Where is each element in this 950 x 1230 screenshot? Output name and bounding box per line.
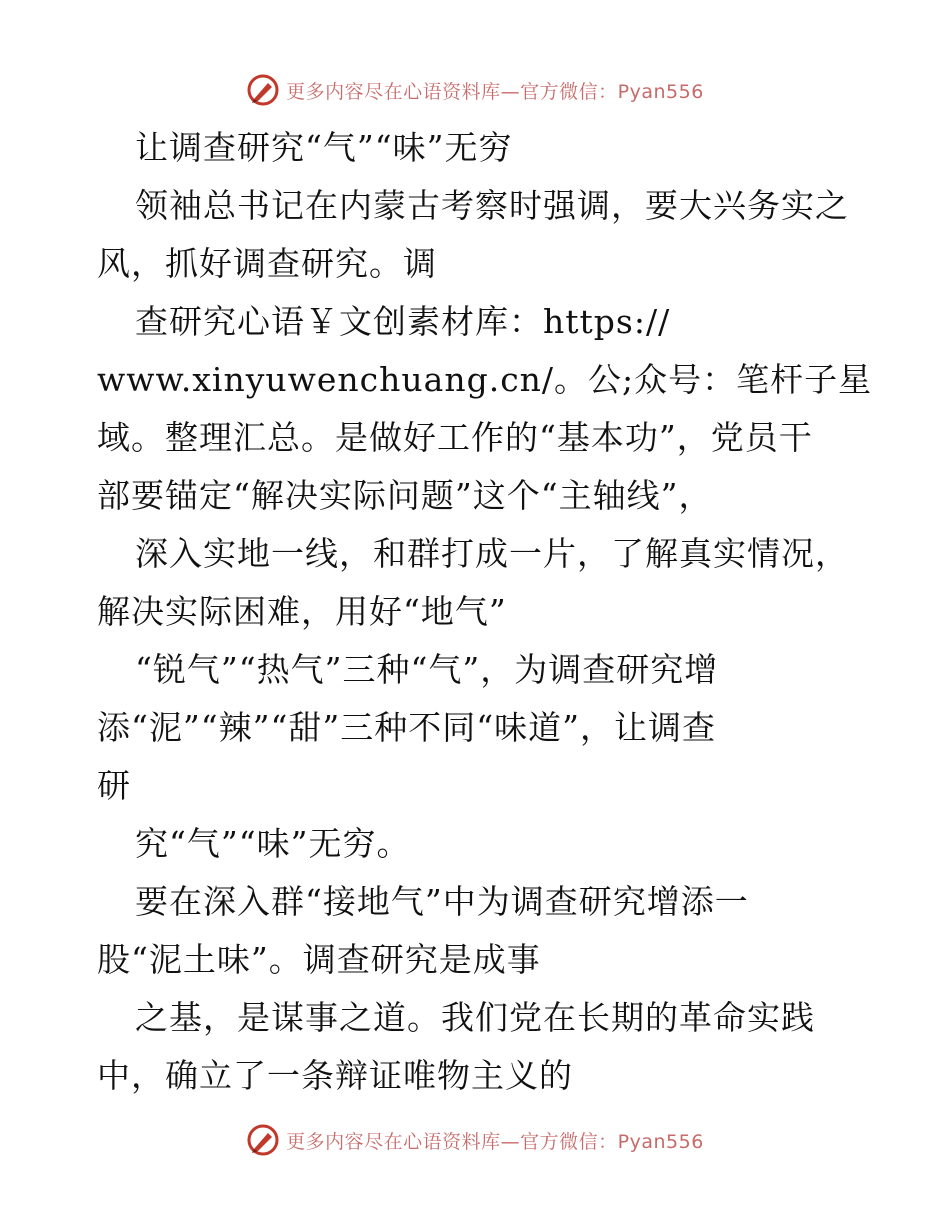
doc-line: 查研究心语￥文创素材库：https:// xyxy=(135,302,671,341)
doc-line: 解决实际困难，用好“地气” xyxy=(97,592,507,631)
doc-line: 股“泥土味”。调查研究是成事 xyxy=(97,940,541,979)
header-banner-text: 更多内容尽在心语资料库—官方微信：Pyan556 xyxy=(286,80,704,103)
footer-banner-text: 更多内容尽在心语资料库—官方微信：Pyan556 xyxy=(286,1130,704,1153)
doc-line: www.xinyuwenchuang.cn/。公;众号：笔杆子星 xyxy=(97,360,873,399)
doc-line: 究“气”“味”无穷。 xyxy=(135,824,411,863)
pen-logo-icon xyxy=(246,73,280,107)
doc-line: 部要锚定“解决实际问题”这个“主轴线”， xyxy=(97,476,713,515)
doc-line: 研 xyxy=(97,766,131,805)
pen-logo-icon xyxy=(246,1123,280,1157)
doc-line: 要在深入群“接地气”中为调查研究增添一 xyxy=(135,882,749,921)
doc-line: “锐气”“热气”三种“气”，为调查研究增 xyxy=(135,650,719,689)
doc-line: 之基，是谋事之道。我们党在长期的革命实践 xyxy=(135,998,815,1037)
header-banner xyxy=(0,70,950,110)
doc-line: 让调查研究“气”“味”无穷 xyxy=(135,128,513,167)
doc-line: 风，抓好调查研究。调 xyxy=(97,244,437,283)
footer-banner xyxy=(0,1120,950,1160)
doc-line: 中，确立了一条辩证唯物主义的 xyxy=(97,1056,573,1095)
doc-line: 域。整理汇总。是做好工作的“基本功”，党员干 xyxy=(97,418,813,457)
doc-line: 领袖总书记在内蒙古考察时强调，要大兴务实之 xyxy=(135,186,849,225)
doc-line: 深入实地一线，和群打成一片，了解真实情况， xyxy=(135,534,849,573)
doc-line: 添“泥”“辣”“甜”三种不同“味道”，让调查 xyxy=(97,708,716,747)
